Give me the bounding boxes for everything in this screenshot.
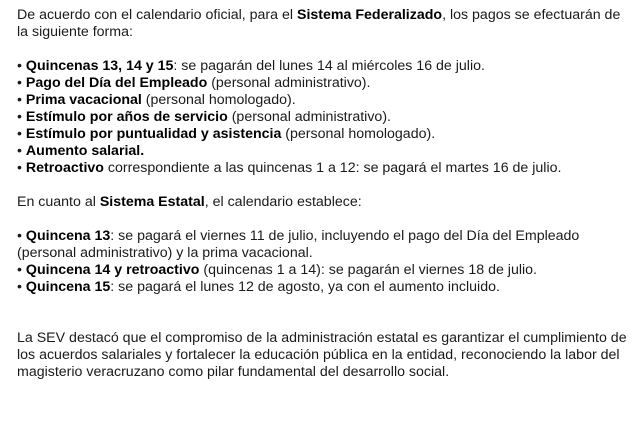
list-item — [17, 262, 628, 279]
bullet: • — [17, 92, 22, 108]
item-title: Retroactivo — [25, 160, 104, 176]
bullet: • — [17, 126, 22, 142]
item-title: Aumento salarial. — [25, 143, 145, 159]
item-title: Quincena 14 y retroactivo — [25, 262, 200, 278]
federal-system-label: Sistema Federalizado — [296, 7, 443, 23]
bullet: • — [17, 279, 22, 295]
list-item — [17, 279, 628, 296]
item-detail: (personal administrativo). — [207, 75, 371, 91]
state-payment-list — [17, 228, 628, 296]
state-intro-text-end: , el calendario establece: — [204, 194, 362, 210]
list-item — [17, 126, 628, 143]
bullet: • — [17, 228, 22, 244]
item-detail: (personal homologado). — [141, 92, 296, 108]
item-detail: (personal administrativo). — [227, 109, 391, 125]
federal-intro-text-end: , los pagos se efectuarán de la siguiente forma: — [17, 7, 621, 40]
item-title: Quincenas 13, 14 y 15 — [25, 58, 174, 74]
item-detail: : se pagarán del lunes 14 al miércoles 16 de julio. — [173, 58, 485, 74]
item-title: Pago del Día del Empleado — [25, 75, 208, 91]
list-item — [17, 58, 628, 75]
item-title: Estímulo por años de servicio — [25, 109, 228, 125]
closing-paragraph: La SEV destacó que el compromiso de la administración estatal es garantizar el cumplimiento de los acuerdos salariales y fortalecer la educación pública en la entidad, reconociendo la labor del magisterio veracruzano como pilar fundamental del desarrollo social. — [17, 330, 627, 380]
federal-payment-list — [17, 58, 628, 177]
item-detail: (personal homologado). — [281, 126, 436, 142]
item-title: Estímulo por puntualidad y asistencia — [25, 126, 282, 142]
item-detail: : se pagará el lunes 12 de agosto, ya con el aumento incluido. — [110, 279, 500, 295]
item-detail: correspondiente a las quincenas 1 a 12: se pagará el martes 16 de julio. — [103, 160, 562, 176]
bullet: • — [17, 58, 22, 74]
federal-intro-paragraph — [17, 7, 628, 41]
state-intro-text: En cuanto al — [17, 194, 100, 210]
bullet: • — [17, 143, 22, 159]
state-system-label: Sistema Estatal — [99, 194, 205, 210]
list-item — [17, 228, 628, 262]
state-intro-paragraph — [17, 194, 628, 211]
list-item — [17, 109, 628, 126]
item-title: Prima vacacional — [25, 92, 142, 108]
bullet: • — [17, 262, 22, 278]
item-title: Quincena 13 — [25, 228, 111, 244]
item-detail: (quincenas 1 a 14): se pagarán el viernes 18 de julio. — [199, 262, 537, 278]
list-item — [17, 160, 628, 177]
bullet: • — [17, 75, 22, 91]
bullet: • — [17, 160, 22, 176]
item-detail: : se pagará el viernes 11 de julio, incluyendo el pago del Día del Empleado (personal administrativo) y la prima vacacional. — [17, 228, 580, 261]
list-item — [17, 143, 628, 160]
bullet: • — [17, 109, 22, 125]
list-item — [17, 75, 628, 92]
federal-intro-text: De acuerdo con el calendario oficial, para el — [17, 7, 297, 23]
list-item — [17, 92, 628, 109]
item-title: Quincena 15 — [25, 279, 111, 295]
